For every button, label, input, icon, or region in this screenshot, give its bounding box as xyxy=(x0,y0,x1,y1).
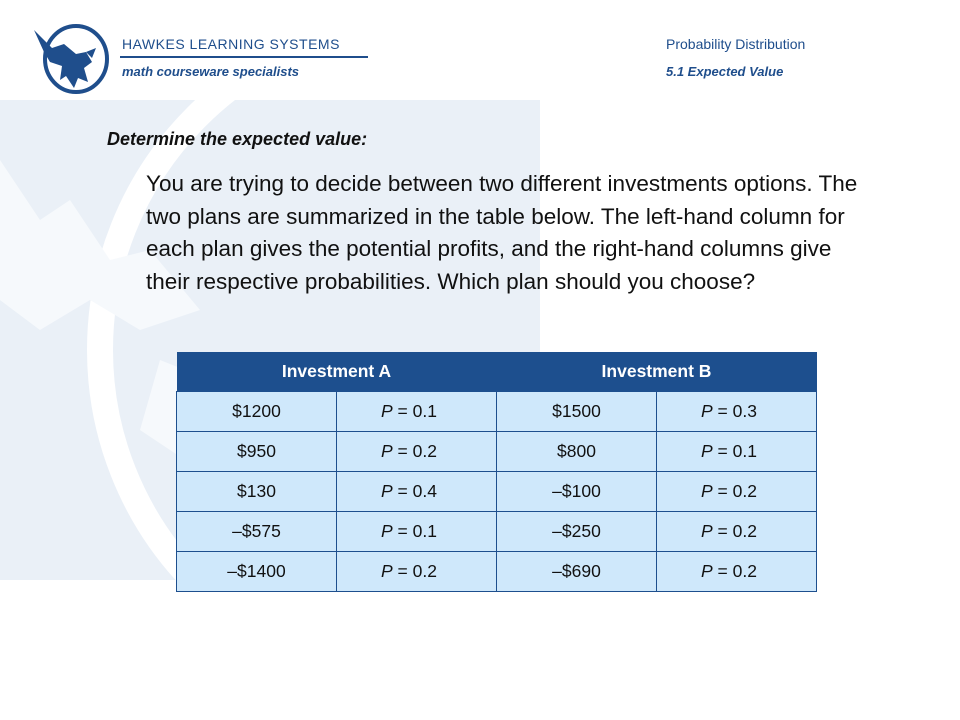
table-header-row xyxy=(177,352,817,392)
table-row xyxy=(177,432,817,472)
probability-variable: P xyxy=(381,481,393,501)
topic-title: Probability Distribution xyxy=(666,36,806,52)
probability-variable: P xyxy=(381,441,393,461)
hawkes-eagle-logo-icon xyxy=(30,22,110,96)
probability-variable: P xyxy=(701,401,713,421)
probability-value: = 0.2 xyxy=(392,561,437,581)
probability-value: = 0.1 xyxy=(712,441,757,461)
table-row xyxy=(177,392,817,432)
probability-variable: P xyxy=(701,561,713,581)
investment-b-probability xyxy=(657,552,817,592)
probability-value: = 0.1 xyxy=(392,401,437,421)
investment-a-profit: $130 xyxy=(177,472,337,512)
investment-b-probability xyxy=(657,432,817,472)
table-row xyxy=(177,512,817,552)
header-investment-b: Investment B xyxy=(497,352,817,392)
investment-b-probability xyxy=(657,392,817,432)
probability-variable: P xyxy=(381,401,393,421)
probability-value: = 0.3 xyxy=(712,401,757,421)
probability-value: = 0.2 xyxy=(712,561,757,581)
investment-a-probability xyxy=(337,552,497,592)
investment-b-probability xyxy=(657,472,817,512)
probability-value: = 0.1 xyxy=(392,521,437,541)
probability-variable: P xyxy=(381,521,393,541)
investment-b-profit: –$690 xyxy=(497,552,657,592)
probability-variable: P xyxy=(701,521,713,541)
brand-divider xyxy=(120,56,368,58)
probability-variable: P xyxy=(701,481,713,501)
probability-variable: P xyxy=(381,561,393,581)
investment-a-probability xyxy=(337,432,497,472)
probability-value: = 0.2 xyxy=(712,521,757,541)
investment-a-probability xyxy=(337,392,497,432)
investment-b-profit: –$100 xyxy=(497,472,657,512)
investment-b-profit: $1500 xyxy=(497,392,657,432)
investment-a-probability xyxy=(337,512,497,552)
probability-value: = 0.2 xyxy=(392,441,437,461)
table-row xyxy=(177,552,817,592)
section-title: 5.1 Expected Value xyxy=(666,64,784,79)
investment-b-probability xyxy=(657,512,817,552)
problem-text: You are trying to decide between two different investments options. The two plans are summarized in the table below. The left-hand column for each plan gives the potential profits, and the right-hand columns give their respective probabilities. Which plan should you choose? xyxy=(146,171,858,294)
header-investment-a: Investment A xyxy=(177,352,497,392)
investment-a-profit: –$1400 xyxy=(177,552,337,592)
problem-heading: Determine the expected value: xyxy=(107,129,368,149)
investment-a-profit: $950 xyxy=(177,432,337,472)
investment-b-profit: –$250 xyxy=(497,512,657,552)
investment-b-profit: $800 xyxy=(497,432,657,472)
table-row xyxy=(177,472,817,512)
probability-value: = 0.2 xyxy=(712,481,757,501)
investment-a-profit: –$575 xyxy=(177,512,337,552)
investment-a-profit: $1200 xyxy=(177,392,337,432)
probability-variable: P xyxy=(701,441,713,461)
investment-table xyxy=(176,352,817,592)
probability-value: = 0.4 xyxy=(392,481,437,501)
brand-name: HAWKES LEARNING SYSTEMS xyxy=(122,36,340,52)
investment-a-probability xyxy=(337,472,497,512)
brand-tagline: math courseware specialists xyxy=(122,64,300,79)
